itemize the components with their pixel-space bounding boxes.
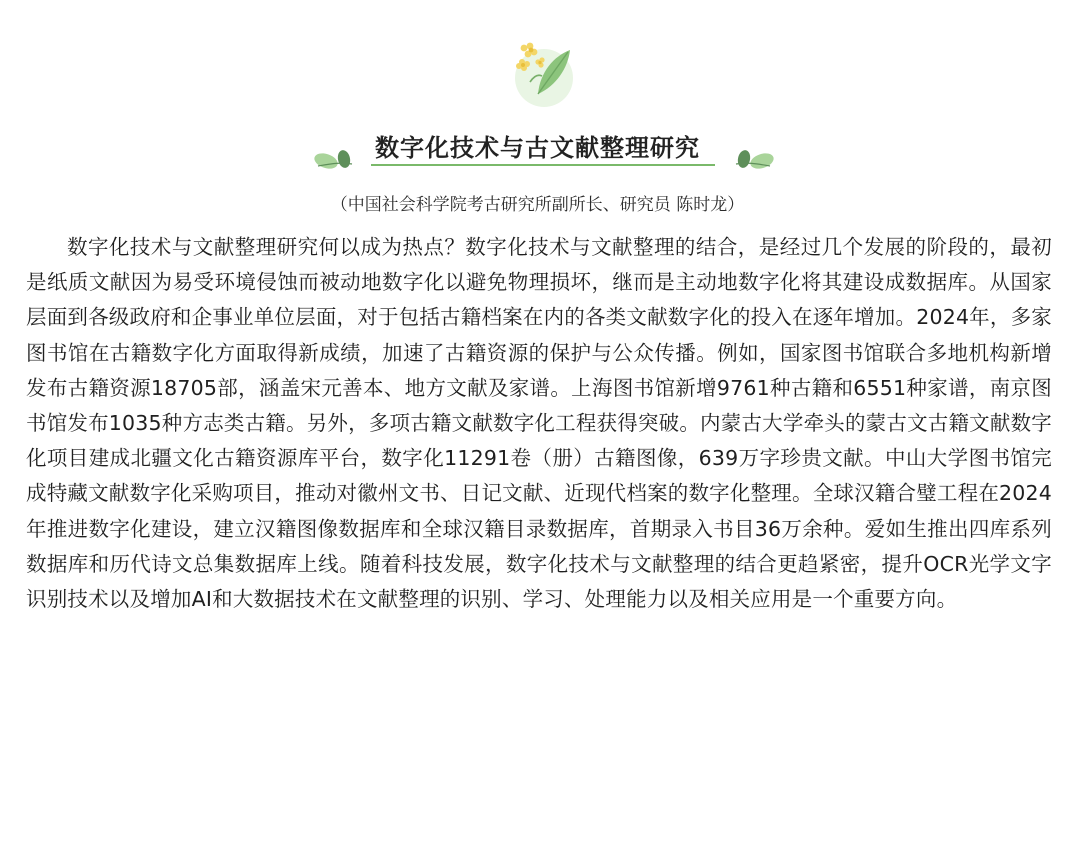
- article-body: 数字化技术与文献整理研究何以成为热点？数字化技术与文献整理的结合，是经过几个发展的阶段的，最初是纸质文献因为易受环境侵蚀而被动地数字化以避免物理损坏，继而是主动地数字化将其建设成数据库。从国家层面到各级政府和企事业单位层面，对于包括古籍档案在内的各类文献数字化的投入在逐年增加。2024年，多家图书馆在古籍数字化方面取得新成绩，加速了古籍资源的保护与公众传播。例如，国家图书馆联合多地机构新增发布古籍资源18705部，涵盖宋元善本、地方文献及家谱。上海图书馆新增9761种古籍和6551种家谱，南京图书馆发布1035种方志类古籍。另外，多项古籍文献数字化工程获得突破。内蒙古大学牵头的蒙古文古籍文献数字化项目建成北疆文化古籍资源库平台，数字化11291卷（册）古籍图像，639万字珍贵文献。中山大学图书馆完成特藏文献数字化采购项目，推动对徽州文书、日记文献、近现代档案的数字化整理。全球汉籍合璧工程在2024年推进数字化建设，建立汉籍图像数据库和全球汉籍目录数据库，首期录入书目36万余种。爱如生推出四库系列数据库和历代诗文总集数据库上线。随着科技发展，数字化技术与文献整理的结合更趋紧密，提升OCR光学文字识别技术以及增加AI和大数据技术在文献整理的识别、学习、处理能力以及相关应用是一个重要方向。: [26, 235, 1052, 612]
- author-byline: （中国社会科学院考古研究所副所长、研究员 陈时龙）: [330, 195, 745, 215]
- leaf-sprig-icon: [730, 146, 776, 170]
- page-title: 数字化技术与古文献整理研究: [375, 134, 700, 162]
- flower-leaf-icon: [508, 34, 580, 110]
- title-block: [0, 124, 1075, 170]
- title-underline: [371, 164, 715, 166]
